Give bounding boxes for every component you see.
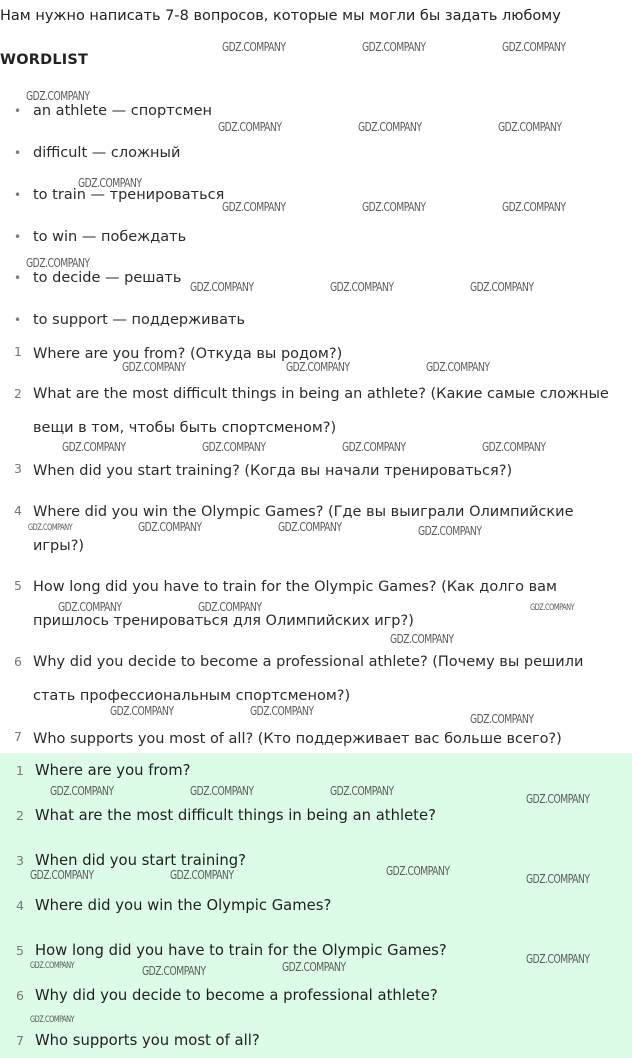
bullet-icon: • (14, 104, 22, 118)
answer-number: 7 (16, 1033, 24, 1048)
question-text: When did you start training? (Когда вы начали тренироваться?) (33, 463, 513, 479)
wordlist-text: to decide — решать (33, 270, 182, 286)
wordlist-text: difficult — сложный (33, 145, 181, 161)
watermark: GDZ.COMPANY (482, 439, 546, 454)
wordlist-text: to win — побеждать (33, 229, 187, 245)
watermark: GDZ.COMPANY (28, 523, 73, 533)
watermark: GDZ.COMPANY (170, 867, 234, 882)
answer-number: 2 (16, 808, 24, 823)
answer-item (16, 807, 436, 824)
answer-number: 6 (16, 988, 24, 1003)
wordlist-text: to support — поддерживать (33, 312, 245, 328)
watermark: GDZ.COMPANY (138, 519, 202, 534)
watermark: GDZ.COMPANY (526, 871, 590, 886)
watermark: GDZ.COMPANY (110, 703, 174, 718)
bullet-icon: • (14, 230, 22, 244)
watermark: GDZ.COMPANY (342, 439, 406, 454)
wordlist-heading: WORDLIST (0, 52, 89, 68)
wordlist-item (14, 103, 212, 119)
answer-item (16, 762, 191, 779)
question-item (14, 729, 614, 749)
watermark: GDZ.COMPANY (362, 39, 426, 54)
wordlist-item (14, 312, 245, 328)
answer-text: When did you start training? (35, 852, 247, 869)
watermark: GDZ.COMPANY (218, 119, 282, 134)
intro-text: Нам нужно написать 7-8 вопросов, которые мы могли бы задать любому (0, 8, 561, 24)
watermark: GDZ.COMPANY (222, 199, 286, 214)
question-number: 7 (14, 729, 22, 744)
watermark: GDZ.COMPANY (50, 783, 114, 798)
watermark: GDZ.COMPANY (62, 439, 126, 454)
answer-item (16, 1032, 260, 1049)
watermark: GDZ.COMPANY (30, 867, 94, 882)
answer-item (16, 942, 447, 959)
wordlist-item (14, 229, 186, 245)
watermark: GDZ.COMPANY (386, 863, 450, 878)
watermark: GDZ.COMPANY (278, 519, 342, 534)
watermark: GDZ.COMPANY (390, 631, 454, 646)
question-item (14, 377, 614, 445)
answer-number: 5 (16, 943, 24, 958)
watermark: GDZ.COMPANY (470, 279, 534, 294)
wordlist-text: to train — тренироваться (33, 187, 225, 203)
question-number: 3 (14, 461, 22, 476)
answer-text: What are the most difficult things in being an athlete? (35, 807, 436, 824)
watermark: GDZ.COMPANY (142, 963, 206, 978)
watermark: GDZ.COMPANY (78, 175, 142, 190)
answer-number: 4 (16, 898, 24, 913)
question-text: How long did you have to train for the Olympic Games? (Как долго вам пришлось тренироваться для Олимпийских игр?) (33, 579, 557, 629)
watermark: GDZ.COMPANY (330, 279, 394, 294)
question-text: Who supports you most of all? (Кто поддерживает вас больше всего?) (33, 731, 562, 747)
watermark: GDZ.COMPANY (502, 39, 566, 54)
watermark: GDZ.COMPANY (190, 783, 254, 798)
watermark: GDZ.COMPANY (362, 199, 426, 214)
question-text: Where are you from? (Откуда вы родом?) (33, 346, 343, 362)
watermark: GDZ.COMPANY (498, 119, 562, 134)
bullet-icon: • (14, 271, 22, 285)
answer-item (16, 987, 438, 1004)
bullet-icon: • (14, 313, 22, 327)
question-number: 4 (14, 503, 22, 518)
watermark: GDZ.COMPANY (122, 359, 186, 374)
watermark: GDZ.COMPANY (282, 959, 346, 974)
watermark: GDZ.COMPANY (470, 711, 534, 726)
answer-text: Where did you win the Olympic Games? (35, 897, 332, 914)
watermark: GDZ.COMPANY (222, 39, 286, 54)
watermark: GDZ.COMPANY (526, 791, 590, 806)
wordlist-item (14, 270, 181, 286)
answer-text: Where are you from? (35, 762, 191, 779)
answer-number: 1 (16, 763, 24, 778)
watermark: GDZ.COMPANY (426, 359, 490, 374)
question-item (14, 461, 614, 481)
watermark: GDZ.COMPANY (502, 199, 566, 214)
watermark: GDZ.COMPANY (190, 279, 254, 294)
watermark: GDZ.COMPANY (58, 599, 122, 614)
watermark: GDZ.COMPANY (358, 119, 422, 134)
answer-item (16, 897, 331, 914)
question-text: What are the most difficult things in being an athlete? (Какие самые сложные вещи в том, чтобы быть спортсменом?) (33, 386, 609, 436)
question-item (14, 645, 614, 713)
question-text: Where did you win the Olympic Games? (Где вы выиграли Олимпийские игры?) (33, 504, 574, 554)
watermark: GDZ.COMPANY (26, 88, 90, 103)
wordlist-text: an athlete — спортсмен (33, 103, 213, 119)
question-text: Why did you decide to become a professional athlete? (Почему вы решили стать профессиональным спортсменом?) (33, 654, 584, 704)
watermark: GDZ.COMPANY (330, 783, 394, 798)
watermark: GDZ.COMPANY (30, 961, 75, 971)
watermark: GDZ.COMPANY (202, 439, 266, 454)
answer-text: Why did you decide to become a professional athlete? (35, 987, 438, 1004)
watermark: GDZ.COMPANY (198, 599, 262, 614)
watermark: GDZ.COMPANY (30, 1015, 75, 1025)
answer-number: 3 (16, 853, 24, 868)
question-number: 5 (14, 578, 22, 593)
watermark: GDZ.COMPANY (26, 255, 90, 270)
watermark: GDZ.COMPANY (286, 359, 350, 374)
answer-text: How long did you have to train for the Olympic Games? (35, 942, 447, 959)
answer-text: Who supports you most of all? (35, 1032, 260, 1049)
watermark: GDZ.COMPANY (530, 603, 575, 613)
watermark: GDZ.COMPANY (418, 523, 482, 538)
question-number: 6 (14, 654, 22, 669)
watermark: GDZ.COMPANY (250, 703, 314, 718)
bullet-icon: • (14, 146, 22, 160)
bullet-icon: • (14, 188, 22, 202)
watermark: GDZ.COMPANY (526, 951, 590, 966)
question-number: 2 (14, 386, 22, 401)
wordlist-item (14, 145, 180, 161)
question-number: 1 (14, 344, 22, 359)
